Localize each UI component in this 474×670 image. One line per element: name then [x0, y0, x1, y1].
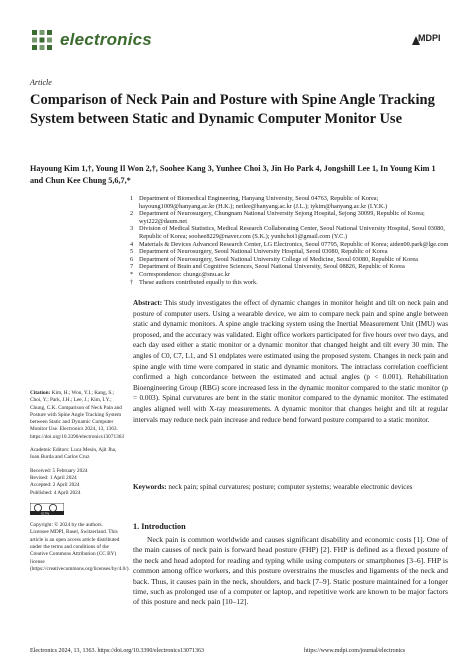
affiliation-mark: † — [130, 278, 134, 286]
abstract-label: Abstract: — [133, 299, 163, 307]
cc-badge-text: cc by — [40, 511, 50, 515]
affiliation-text: Department of Neurosurgery, Chungnam National University Sejong Hospital, Sejong 30099, Republic of Korea; wyi222@daum.net — [139, 210, 425, 225]
history-block — [30, 468, 122, 497]
affiliation-mark: 4 — [130, 240, 134, 248]
citation-text[interactable]: Kim, H.; Won, Y.I.; Kang, S.; Choi, Y.; Park, J.H.; Lee, J.; Kim, I.Y.; Chung, C.K. Comparison of Neck Pain and Posture with Spine Angle Tracking System between Static and Dynamic Computer Monitor Use. Electronics 2024, 13, 1363. https://doi.org/10.3390/electronics13071363 — [30, 390, 125, 440]
revised-date: Revised: 1 April 2024 — [30, 474, 77, 481]
affiliation-mark: 2 — [130, 210, 134, 218]
affiliation-item — [130, 225, 450, 240]
journal-name: electronics — [60, 30, 152, 49]
citation-label: Citation: — [30, 390, 51, 396]
academic-editors: Academic Editors: Luca Mesin, Ajit Jha, Ioan Burda and Carlos Cruz — [30, 447, 117, 461]
affiliation-item — [130, 256, 450, 264]
accepted-date: Accepted: 2 April 2024 — [30, 482, 80, 489]
footer-citation[interactable]: Electronics 2024, 13, 1363. https://doi.org/10.3390/electronics13071363 — [30, 648, 205, 654]
citation-block — [30, 390, 125, 441]
affiliation-text: These authors contributed equally to this work. — [139, 278, 258, 286]
affiliation-text: Department of Biomedical Engineering, Hanyang University, Seoul 04763, Republic of Korea; hayoung1009@hanyang.ac.kr (H.K.); netlee@hanyang.ac.kr (J.L.); iykim@hanyang.ac.kr (I.Y.K.) — [139, 195, 388, 210]
abstract-text: This study investigates the effect of dynamic changes in monitor height and tilt on neck pain and posture of computer users. Using a wearable device, we aim to compare neck pain and spine angle between static and dynamic monitors. A spine angle tracking system using the Inertial Measurement Unit (IMU) was proposed, and the accuracy was validated. Eight office workers participated for five hours over two days, and each day used either a static monitor or a dynamic monitor that changed height and tilt every 30 min. The angles of C0, C7, L1, and S1 endplates were estimated using the proposed system. Changes in neck pain and spine angle with time were compared in static and dynamic monitors. The intraclass correlation coefficient confirmed a high concordance between the estimated and actual angles (p < 0.001). Rehabilitation Bioengineering Group (RBG) score increased less in the dynamic monitor compared to the static monitor (p = 0.003). Spinal curvatures are bent in the static monitor compared to the dynamic monitor. The estimated angles aligned well with X-ray measurements. A dynamic monitor that changes height and tilt at regular intervals may reduce neck pain increase and reduce bend forward posture compared to a static monitor. — [133, 299, 448, 424]
article-title: Comparison of Neck Pain and Posture with Spine Angle Tracking System between Static and Dynamic Computer Monitor Use — [30, 92, 435, 127]
cc-by-license-icon[interactable] — [30, 503, 64, 515]
affiliation-mark: 6 — [130, 255, 134, 263]
affiliations — [130, 195, 450, 286]
introduction-paragraph: Neck pain is common worldwide and causes significant disability and economic costs [1]. One of the main causes of neck pain is forward head posture (FHP) [2]. FHP is defined as a flexed posture of the neck and head adopted for reading and typing while using computers or smartphones [3–6]. FHP is common among office workers, and this posture overstrains the muscles and ligaments of the neck and back. Thus, it causes pain in the neck, shoulders, and back [7–9]. Static posture maintained for a longer time, such as prolonged use of a computer or laptop, and repetitive work are known to be major factors of this posture and neck pain [10–12]. — [133, 535, 448, 607]
abstract — [133, 298, 448, 425]
journal-logo-icon — [30, 28, 54, 52]
affiliation-item — [130, 279, 450, 287]
received-date: Received: 5 February 2024 — [30, 467, 88, 474]
affiliation-text: Department of Neurosurgery, Seoul National University College of Medicine, Seoul 03080, Republic of Korea — [139, 255, 418, 263]
affiliation-text: Materials & Devices Advanced Research Center, LG Electronics, Seoul 07795, Republic of Korea; aiden00.park@lge.com — [139, 240, 449, 248]
keywords — [133, 482, 448, 493]
affiliation-text: Department of Neurosurgery, Seoul National University Hospital, Seoul 03080, Republic of Korea — [139, 248, 388, 256]
affiliation-item — [130, 248, 450, 256]
affiliation-mark: 7 — [130, 263, 134, 271]
keywords-text: neck pain; spinal curvatures; posture; computer systems; wearable electronic devices — [168, 483, 413, 491]
affiliation-item — [130, 195, 450, 210]
affiliation-item — [130, 271, 450, 279]
affiliation-text: Department of Brain and Cognitive Sciences, Seoul National University, Seoul 08826, Republic of Korea — [139, 263, 405, 271]
affiliation-item — [130, 263, 450, 271]
affiliation-item — [130, 241, 450, 249]
published-date: Published: 4 April 2024 — [30, 489, 81, 496]
publisher-name: MDPI — [418, 33, 441, 43]
affiliation-text: Division of Medical Statistics, Medical Research Collaborating Center, Seoul National University Hospital, Seoul 03080, Republic of Korea; soohee8229@naver.com (S.K.); yunhchoi1@gmail.com (Y.C.) — [139, 225, 445, 240]
article-type: Article — [30, 78, 52, 87]
affiliation-mark: 5 — [130, 248, 134, 256]
affiliation-text: Correspondence: chungc@snu.ac.kr — [139, 270, 230, 278]
affiliation-mark: * — [130, 270, 134, 278]
footer-journal-link[interactable]: https://www.mdpi.com/journal/electronics — [304, 648, 406, 654]
author-list: Hayoung Kim 1,†, Young Il Won 2,†, Soohee Kang 3, Yunhee Choi 3, Jin Ho Park 4, Jongshill Lee 1, In Young Kim 1 and Chun Kee Chung 5,6,7,* — [30, 164, 436, 185]
section-heading-introduction: 1. Introduction — [133, 522, 186, 531]
copyright-notice: Copyright: © 2024 by the authors. Licensee MDPI, Basel, Switzerland. This article is an open access article distributed under the terms and conditions of the Creative Commons Attribution (CC BY) license (https://creativecommons.org/licenses/by/4.0/). — [30, 522, 130, 572]
affiliation-item — [130, 210, 450, 225]
affiliation-mark: 1 — [130, 195, 134, 202]
keywords-label: Keywords: — [133, 483, 167, 491]
affiliation-mark: 3 — [130, 225, 134, 233]
article-info-column — [30, 390, 130, 579]
